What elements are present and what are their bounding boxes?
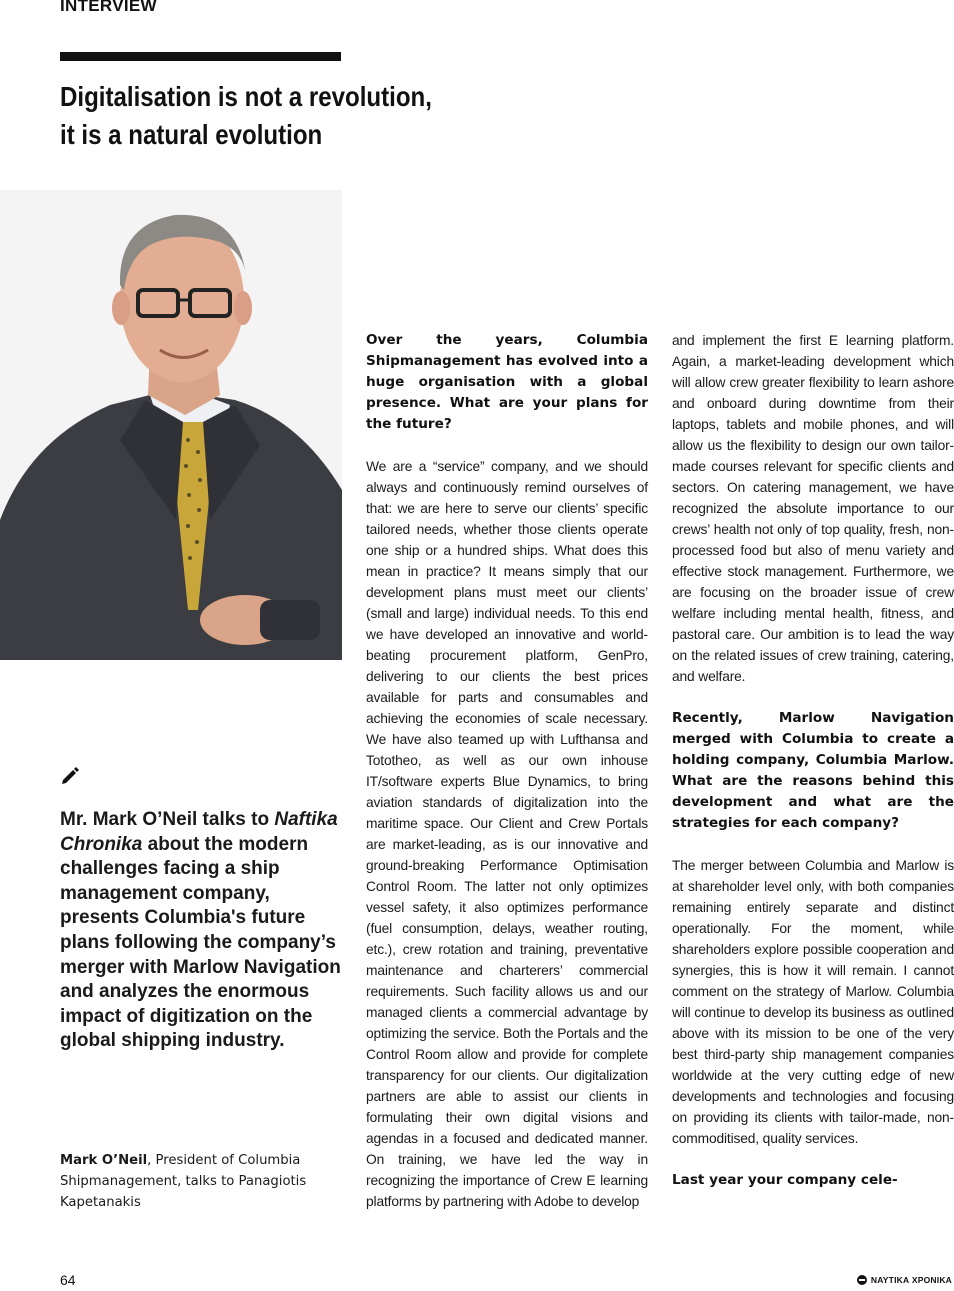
answer-1-continued: and implement the first E learning platform. Again, a market-leading development which will allow crew greater flexibility to learn ashore and onboard during downtime from their laptops, tablets and mobile phones, and will allow us the flexibility to design our own tailor-made courses relevant for specific clients and sectors. On catering management, we have recognized the absolute importance to our crews’ health not only of top quality, fresh, non-processed food but also of menu variety and effective stock management. Furthermore, we are focusing on the broader issue of crew welfare including mental health, fitness, and pastoral care. Our ambition is to lead the way on the related issues of crew training, catering, and welfare. <box>672 333 954 684</box>
spacer <box>672 834 954 855</box>
headline-line-1: Digitalisation is not a revolution, <box>60 81 432 112</box>
brand-footer <box>857 1275 952 1285</box>
lead-paragraph <box>60 808 345 1054</box>
caption-text: , President of Columbia Shipmanagement, talks to Panagiotis Kapetanakis <box>60 1153 307 1210</box>
brand-logo-icon <box>857 1275 867 1285</box>
page-number: 64 <box>60 1272 76 1288</box>
article-column-middle <box>366 330 648 1212</box>
article-column-right <box>672 330 954 1191</box>
spacer <box>672 1149 954 1170</box>
portrait-photo <box>0 190 342 660</box>
lead-text-2: about the modern challenges facing a ship management company, presents Columbia's future plans following the company’s merger with Marlow Navigation and analyzes the enormous impact of digitization on the global shipping industry. <box>60 833 341 1052</box>
brand-name: ΝΑΥΤΙΚΑ ΧΡΟΝΙΚΑ <box>870 1275 952 1285</box>
caption-name: Mark O’Neil <box>60 1153 148 1168</box>
answer-1: We are a “service” company, and we should always and continuously remind ourselves of that: we are here to serve our clients’ specific tailored needs, whether those clients operate one ship or a hundred ships. What does this mean in practice? It means simply that our development plans must meet our clients’ (small and large) individual needs. To this end we have developed an innovative and world-beating procurement platform, GenPro, delivering to our clients the best prices available for parts and consumables and achieving the economies of scale necessary. We have also teamed up with Lufthansa and Tototheo, as well as our own inhouse IT/software experts Blue Dynamics, to bring aviation standards of digitalization into the maritime space. Our Client and Crew Portals are market-leading, as is our innovative and ground-breaking Performance Optimisation Control Room. The latter not only optimizes vessel safety, it also optimizes performance (fuel consumption, delays, weather routing, etc.), crew rotation and training, preventative maintenance and charterers’ commercial requirements. Such facility allows us and our managed clients a commercial advantage by optimizing the service. Both the Portals and the Control Room allow and provide for complete transparency for our clients. Our digitalization partners are able to assist our clients in formulating their own digital visions and agendas in a focused and dedicated manner. On training, we have led the way in recognizing the importance of Crew E learning platforms by partnering with Adobe to develop <box>366 459 648 1209</box>
spacer <box>366 435 648 456</box>
lead-text-1: Mr. Mark O’Neil talks to <box>60 809 275 830</box>
question-2: Recently, Marlow Navigation merged with Columbia to create a holding company, Columbia Marlow. What are the reasons behind this development and what are the strategies for each company? <box>672 710 954 831</box>
magazine-name: Naftika Chronika <box>60 809 338 855</box>
question-3: Last year your company cele- <box>672 1172 898 1188</box>
answer-2: The merger between Columbia and Marlow is at shareholder level only, with both companies remaining entirely separate and distinct operationally. For the moment, while shareholders explore possible cooperation and synergies, this is how it will remain. I cannot comment on the strategy of Marlow. Columbia will continue to develop its business as outlined above with its mission to be one of the very best third-party ship management companies worldwide at the very cutting edge of new developments and technologies and focusing on providing its clients with tailor-made, non-commoditised, quality services. <box>672 858 954 1146</box>
headline <box>60 78 456 154</box>
photo-caption <box>60 1150 345 1213</box>
pen-icon <box>60 765 80 785</box>
headline-line-2: it is a natural evolution <box>60 119 323 150</box>
header-rule <box>60 52 341 61</box>
spacer <box>672 687 954 708</box>
portrait-illustration <box>0 190 342 660</box>
question-1: Over the years, Columbia Shipmanagement has evolved into a huge organisation with a global presence. What are your plans for the future? <box>366 332 648 432</box>
section-label: INTERVIEW <box>60 0 157 15</box>
